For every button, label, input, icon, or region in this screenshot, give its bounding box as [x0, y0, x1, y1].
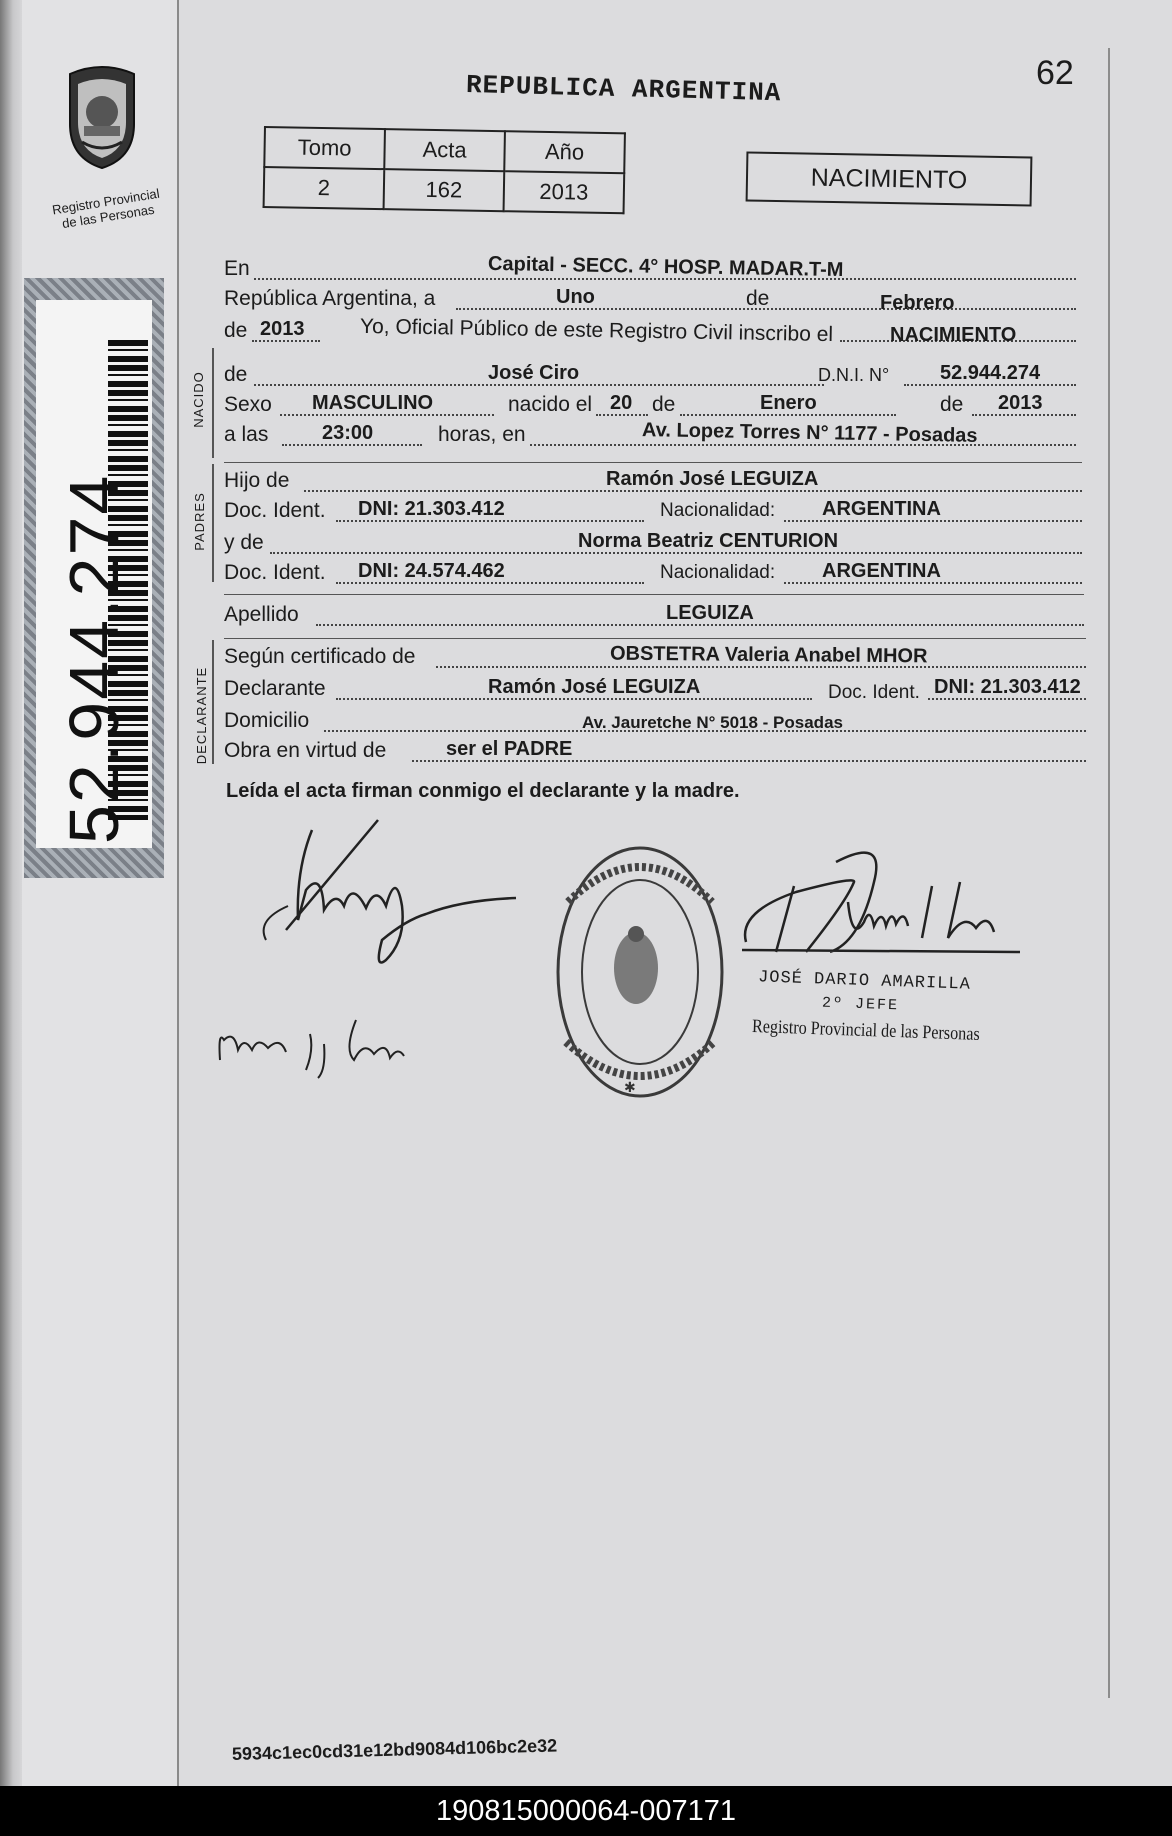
birth-day: 20 [610, 392, 633, 414]
anio-value: 2013 [504, 171, 625, 213]
official-role: 2º JEFE [821, 994, 900, 1015]
barcode-number: 52.944.274 [55, 473, 133, 844]
section-divider [224, 594, 1084, 595]
mother-doc: DNI: 24.574.462 [358, 560, 505, 582]
father-doc: DNI: 21.303.412 [358, 498, 505, 520]
registry-table [263, 126, 626, 214]
document-hash: 5934c1ec0cd31e12bd9084d106bc2e32 [231, 1735, 558, 1764]
alas-label: a las [224, 423, 269, 446]
form-line-segun [224, 644, 1086, 670]
republica-label: República Argentina, a [224, 287, 436, 310]
oficial-text: Yo, Oficial Público de este Registro Civil inscribo el [359, 314, 834, 347]
nac-label: Nacionalidad: [660, 500, 776, 521]
form-line-apellido [224, 602, 1084, 628]
declarante-label: Declarante [224, 677, 326, 700]
month-value: Febrero [880, 292, 955, 314]
barcode-label [24, 278, 164, 878]
form-line-father [224, 468, 1082, 494]
declarante-doc: DNI: 21.303.412 [934, 676, 1081, 698]
document-title: REPUBLICA ARGENTINA [465, 70, 782, 109]
horas-label: horas, en [438, 423, 526, 446]
tomo-value: 2 [264, 167, 385, 209]
seal-caption: Registro Provincial de las Personas [51, 185, 161, 232]
form-line-declarante [224, 676, 1086, 702]
form-line-father-doc [224, 498, 1082, 524]
provincial-seal-logo [62, 62, 142, 172]
en-value: Capital - SECC. 4° HOSP. MADAR.T-M [487, 252, 844, 282]
section-divider [224, 462, 1082, 463]
inscribe-value: NACIMIENTO [890, 324, 1017, 346]
domicilio-value: Av. Jauretche N° 5018 - Posadas [582, 713, 843, 732]
left-margin [22, 0, 179, 1786]
hijo-label: Hijo de [224, 469, 290, 492]
name-value: José Ciro [488, 362, 580, 384]
form-line-mother-doc [224, 560, 1082, 586]
father-nat: ARGENTINA [822, 498, 941, 520]
nacido-bracket [212, 348, 214, 458]
closing-statement: Leída el acta firman conmigo el declarante y la madre. [226, 780, 740, 802]
obra-label: Obra en virtud de [224, 739, 387, 762]
doc-label: Doc. Ident. [224, 561, 326, 584]
form-line-en [224, 252, 1076, 282]
anio-header: Año [504, 131, 625, 173]
segun-label: Según certificado de [224, 645, 416, 668]
binding-edge [0, 0, 22, 1786]
en-label: En [224, 257, 250, 280]
official-name: JOSÉ DARIO AMARILLA [757, 968, 972, 995]
mother-nat: ARGENTINA [822, 560, 941, 582]
nacido-label: nacido el [508, 393, 593, 416]
form-line-year [224, 314, 1076, 347]
form-line-name [224, 362, 1076, 388]
form-line-hora [224, 419, 1076, 448]
form-line-sexo [224, 392, 1076, 418]
barcode-inner [36, 300, 152, 848]
doc-label: Doc. Ident. [828, 682, 920, 703]
birth-year: 2013 [998, 392, 1043, 414]
declarant-signature [226, 810, 526, 980]
nac-label: Nacionalidad: [660, 562, 776, 583]
section-divider [224, 638, 1086, 639]
registrar-signature [736, 842, 1036, 972]
day-value: Uno [556, 286, 595, 308]
yde-label: y de [224, 531, 264, 554]
doc-label: Doc. Ident. [224, 499, 326, 522]
domicilio-label: Domicilio [224, 709, 310, 732]
dni-value: 52.944.274 [940, 362, 1041, 384]
sexo-label: Sexo [224, 393, 272, 416]
year-value: 2013 [260, 318, 305, 340]
form-line-republica [224, 286, 1076, 312]
apellido-label: Apellido [224, 603, 299, 626]
time-value: 23:00 [322, 422, 374, 444]
official-org: Registro Provincial de las Personas [751, 1016, 981, 1045]
dni-label: D.N.I. N° [818, 365, 890, 385]
apellido-value: LEGUIZA [666, 602, 754, 624]
acta-header: Acta [384, 129, 505, 171]
form-line-obra [224, 738, 1086, 764]
de3-label: de [224, 363, 248, 386]
mother-value: Norma Beatriz CENTURION [578, 530, 839, 552]
place-value: Av. Lopez Torres N° 1177 - Posadas [641, 419, 978, 447]
segun-value: OBSTETRA Valeria Anabel MHOR [609, 642, 928, 668]
declarante-bracket [212, 640, 214, 764]
right-border-line [1108, 48, 1110, 1698]
de-label: de [746, 287, 770, 310]
de4-label: de [652, 393, 676, 416]
section-label-nacido: NACIDO [190, 371, 206, 428]
mother-signature [214, 1000, 434, 1080]
form-line-mother [224, 530, 1082, 556]
sexo-value: MASCULINO [312, 392, 434, 414]
official-round-stamp [548, 842, 736, 1106]
page-number: 62 [1036, 54, 1074, 92]
father-value: Ramón José LEGUIZA [606, 468, 819, 490]
de2-label: de [224, 319, 248, 342]
act-type-box: NACIMIENTO [746, 152, 1033, 207]
section-label-padres: PADRES [191, 492, 207, 551]
padres-bracket [212, 464, 214, 582]
birth-month: Enero [760, 392, 817, 414]
acta-value: 162 [384, 169, 505, 211]
declarante-value: Ramón José LEGUIZA [488, 676, 701, 698]
de5-label: de [940, 393, 964, 416]
svg-text:✱: ✱ [624, 1080, 636, 1096]
tomo-header: Tomo [264, 127, 385, 169]
form-line-domicilio [224, 708, 1086, 734]
footer-code: 190815000064-007171 [0, 1786, 1172, 1836]
obra-value: ser el PADRE [446, 738, 573, 760]
section-label-declarante: DECLARANTE [194, 666, 210, 765]
